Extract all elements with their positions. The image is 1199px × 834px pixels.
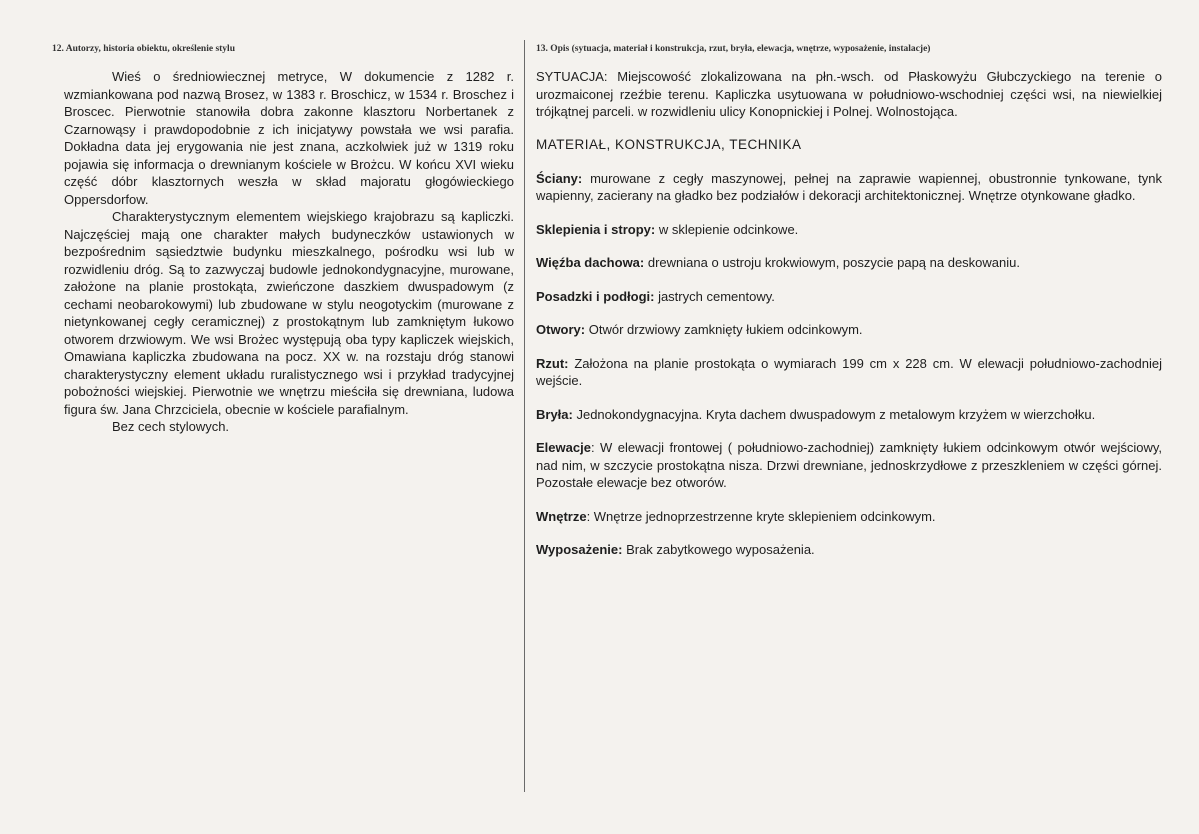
- field-openings: [536, 321, 1162, 339]
- field-text: drewniana o ustroju krokwiowym, poszycie papą na deskowaniu.: [644, 255, 1020, 270]
- field-label: Wyposażenie:: [536, 542, 623, 557]
- field-label: Bryła:: [536, 406, 573, 422]
- column-divider: [524, 40, 525, 792]
- right-column: [536, 44, 1162, 575]
- field-text: Założona na planie prostokąta o wymiarach 199 cm x 228 cm. W elewacji południowo-zachodniej wejście.: [536, 355, 1162, 388]
- field-label: Więźba dachowa:: [536, 255, 645, 270]
- field-label: Wnętrze: [536, 508, 587, 524]
- field-furnishings: [536, 541, 1162, 559]
- field-text: Jednokondygnacyjna. Kryta dachem dwuspadowym z metalowym krzyżem w wierzchołku.: [572, 406, 1096, 422]
- history-paragraph-1: Wieś o średniowiecznej metryce, W dokumencie z 1282 r. wzmiankowana pod nazwą Brosez, w 1383 r. Broschicz, w 1534 r. Broschez i Broscec. Pierwotnie stanowiła dobra zakonne klasztoru Norbertanek z Czarnowąsy i prawdopodobnie z ich inicjatywy powstała we wsi parafia. Dokładna data jej erygowania nie jest znana, aczkolwiek już w 1319 roku pojawia się informacja o drewnianym kościele w Brożcu. W końcu XVI wieku część dóbr klasztornych weszła w skład majoratu głogówieckiego Oppersdorfow.: [64, 69, 514, 207]
- field-label: Posadzki i podłogi:: [536, 288, 655, 304]
- field-elevations: [536, 439, 1162, 492]
- field-floors: [536, 288, 1162, 306]
- history-paragraph-2: Charakterystycznym elementem wiejskiego krajobrazu są kapliczki. Najczęściej mają one charakter małych budyneczków ustawionych w bezpośrednim sąsiedztwie budynku mieszkalnego, pośrodku wsi lub w rozwidleniu dróg. Są to zazwyczaj budowle jednokondygnacyjne, murowane, założone na planie prostokąta, zwieńczone daszkiem dwuspadowym (z cechami neobarokowymi) lub zbudowane w stylu neogotyckim (murowane z nietynkowanej cegły ceramicznej) z prostokątnym lub zamkniętym łukowo otworem drzwiowym. We wsi Brożec występują oba typy kapliczek wiejskich, Omawiana kapliczka zbudowana na pocz. XX w. na rozstaju dróg stanowi charakterystyczny element układu ruralistycznego wsi i przykład tradycyjnej pobożności wiejskiej. Pierwotnie we wnętrzu mieściła się drewniana, ludowa figura św. Jana Chrzciciela, obecnie w kościele parafialnym.: [64, 209, 514, 417]
- field-text: Brak zabytkowego wyposażenia.: [622, 542, 815, 557]
- field-text: : W elewacji frontowej ( południowo-zachodniej) zamknięty łukiem odcinkowym otwór wejściowy, nad nim, w szczycie prostokątna nisza. Drzwi drewniane, jednoskrzydłowe z przeszkleniem w części górnej. Pozostałe elewacje bez otworów.: [536, 440, 1162, 490]
- left-column: [52, 44, 514, 436]
- style-paragraph: Bez cech stylowych.: [112, 419, 230, 434]
- section-13-heading: 13. Opis (sytuacja, materiał i konstrukcja, rzut, bryła, elewacja, wnętrze, wyposażenie, instalacje): [536, 44, 931, 54]
- field-text: Otwór drzwiowy zamknięty łukiem odcinkowym.: [585, 322, 863, 337]
- history-text: [64, 68, 514, 436]
- field-vaults: [536, 221, 1162, 239]
- field-plan: [536, 355, 1162, 390]
- field-text: w sklepienie odcinkowe.: [655, 221, 799, 237]
- field-label: Rzut:: [536, 355, 569, 371]
- field-label: Elewacje: [536, 440, 591, 455]
- material-section-title: MATERIAŁ, KONSTRUKCJA, TECHNIKA: [536, 136, 802, 152]
- field-text: jastrych cementowy.: [654, 288, 775, 304]
- field-label: Ściany:: [536, 170, 583, 186]
- field-text: murowane z cegły maszynowej, pełnej na zaprawie wapiennej, obustronnie tynkowane, tynk wapienny, zacierany na gładko bez podziałów i dekoracji architektonicznej. Wnętrze otynkowane gładko.: [536, 170, 1162, 203]
- field-roof-truss: [536, 254, 1162, 272]
- section-12-heading: 12. Autorzy, historia obiektu, określenie stylu: [52, 44, 235, 54]
- field-walls: [536, 170, 1162, 205]
- field-text: : Wnętrze jednoprzestrzenne kryte sklepieniem odcinkowym.: [586, 508, 936, 524]
- field-label: Sklepienia i stropy:: [536, 221, 656, 237]
- field-interior: [536, 508, 1162, 526]
- situation-paragraph: SYTUACJA: Miejscowość zlokalizowana na płn.-wsch. od Płaskowyżu Głubczyckiego na terenie o urozmaiconej rzeźbie terenu. Kapliczka usytuowana w południowo-wschodniej części wsi, na niewielkiej trójkątnej parceli. w rozwidleniu ulicy Konopnickiej i Polnej. Wolnostojąca.: [536, 69, 1162, 119]
- field-label: Otwory:: [536, 322, 586, 337]
- field-massing: [536, 406, 1162, 424]
